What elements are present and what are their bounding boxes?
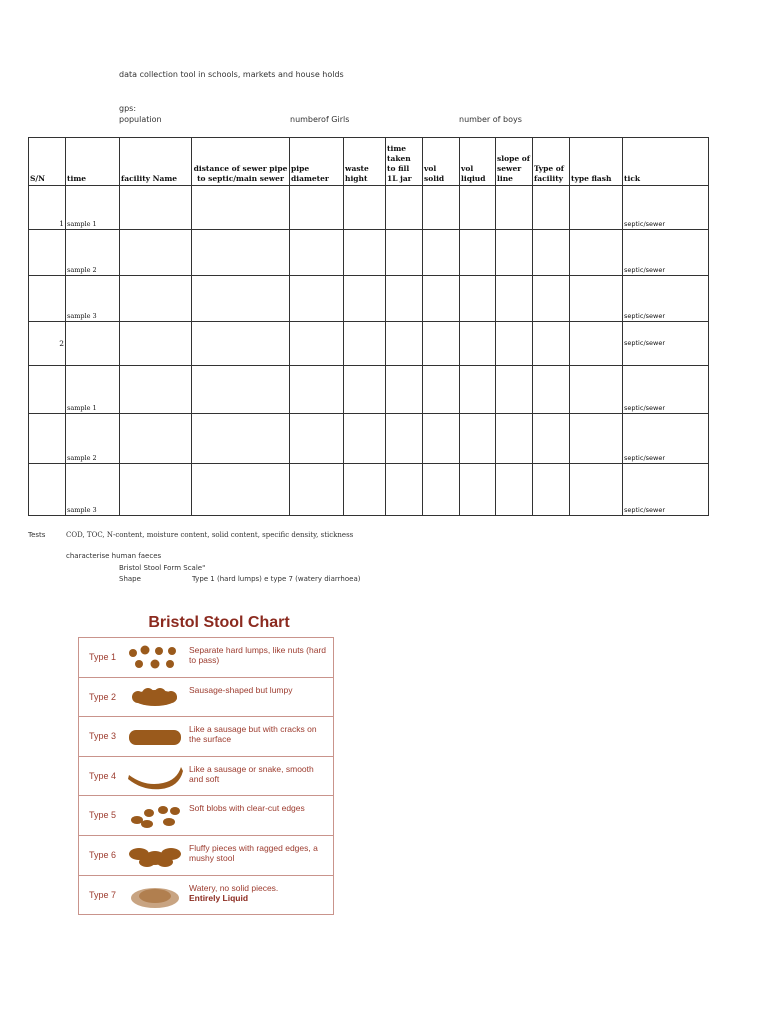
cell-empty	[120, 230, 192, 276]
chart-description-text: Sausage-shaped but lumpy	[189, 684, 293, 695]
bristol-scale-label: Bristol Stool Form Scale"	[119, 564, 206, 572]
tests-label: Tests	[28, 531, 46, 539]
cell-tick: septic/sewer	[623, 322, 709, 366]
cell-empty	[460, 186, 496, 230]
cell-tick: septic/sewer	[623, 186, 709, 230]
col-header-time: time	[66, 138, 120, 186]
chart-description	[189, 724, 329, 744]
col-header-vol-liquid: vol liqiud	[460, 138, 496, 186]
cell-empty	[290, 464, 344, 516]
cell-empty	[496, 464, 533, 516]
table-row	[29, 276, 709, 322]
gps-label: gps:	[119, 104, 137, 113]
cell-tick: septic/sewer	[623, 230, 709, 276]
cell-empty	[386, 230, 423, 276]
cell-empty	[533, 322, 570, 366]
chart-row	[79, 638, 333, 677]
cell-empty	[120, 276, 192, 322]
chart-description	[189, 843, 329, 863]
col-header-tick: tick	[623, 138, 709, 186]
chart-description-text: Separate hard lumps, like nuts (hard to pass)	[189, 645, 327, 665]
cell-tick: septic/sewer	[623, 366, 709, 414]
chart-description	[189, 685, 329, 695]
cell-empty	[344, 322, 386, 366]
col-header-type-flash: type flash	[570, 138, 623, 186]
table-row	[29, 186, 709, 230]
soft-blobs-icon	[125, 800, 185, 830]
chart-row	[79, 716, 333, 756]
chart-description-text: Like a sausage but with cracks on the surface	[189, 724, 317, 745]
chart-description	[189, 764, 329, 784]
cell-empty	[533, 230, 570, 276]
cell-empty	[386, 322, 423, 366]
cell-sn	[29, 230, 66, 276]
cell-time: sample 3	[66, 276, 120, 322]
cell-empty	[570, 276, 623, 322]
cell-empty	[344, 186, 386, 230]
chart-description-bold: Entirely Liquid	[189, 892, 249, 903]
cell-time: sample 1	[66, 366, 120, 414]
cell-empty	[192, 366, 290, 414]
cell-empty	[192, 230, 290, 276]
chart-type-label: Type 6	[89, 849, 117, 860]
hard-lumps-icon	[125, 642, 185, 672]
boys-label: number of boys	[459, 115, 522, 124]
cell-empty	[120, 322, 192, 366]
cell-empty	[533, 366, 570, 414]
cell-empty	[496, 186, 533, 230]
cell-empty	[120, 464, 192, 516]
table-header-row	[29, 138, 709, 186]
cracked-sausage-icon	[125, 721, 185, 751]
col-header-pipe-diameter: pipe diameter	[290, 138, 344, 186]
cell-empty	[423, 322, 460, 366]
cell-empty	[570, 230, 623, 276]
cell-empty	[460, 414, 496, 464]
cell-empty	[460, 464, 496, 516]
cell-empty	[344, 414, 386, 464]
cell-empty	[570, 464, 623, 516]
tests-value: COD, TOC, N-content, moisture content, solid content, specific density, stickness	[66, 531, 354, 539]
table-row	[29, 322, 709, 366]
cell-empty	[533, 186, 570, 230]
cell-empty	[423, 464, 460, 516]
chart-row	[79, 756, 333, 796]
cell-sn: 2	[29, 322, 66, 366]
cell-empty	[533, 464, 570, 516]
cell-time: sample 3	[66, 464, 120, 516]
cell-empty	[570, 366, 623, 414]
cell-empty	[423, 276, 460, 322]
cell-empty	[290, 276, 344, 322]
table-row	[29, 414, 709, 464]
cell-empty	[423, 366, 460, 414]
cell-sn	[29, 464, 66, 516]
col-header-waste-height: waste hight	[344, 138, 386, 186]
cell-empty	[570, 414, 623, 464]
cell-empty	[120, 366, 192, 414]
cell-sn	[29, 366, 66, 414]
chart-type-label: Type 4	[89, 770, 117, 781]
chart-type-label: Type 7	[89, 889, 117, 900]
cell-sn	[29, 414, 66, 464]
cell-empty	[290, 230, 344, 276]
col-header-facility-name: facility Name	[120, 138, 192, 186]
cell-sn	[29, 276, 66, 322]
fluffy-pieces-icon	[125, 840, 185, 870]
document-title: data collection tool in schools, markets and house holds	[119, 70, 344, 79]
cell-empty	[496, 414, 533, 464]
cell-empty	[386, 186, 423, 230]
shape-value: Type 1 (hard lumps) e type 7 (watery diarrhoea)	[192, 575, 361, 583]
cell-empty	[570, 322, 623, 366]
data-collection-table	[28, 137, 709, 516]
cell-empty	[423, 186, 460, 230]
cell-empty	[192, 414, 290, 464]
chart-description	[189, 803, 329, 813]
cell-time: sample 2	[66, 230, 120, 276]
cell-empty	[386, 276, 423, 322]
chart-type-label: Type 1	[89, 652, 117, 662]
cell-empty	[192, 186, 290, 230]
col-header-sn: S/N	[29, 138, 66, 186]
col-header-distance: distance of sewer pipe to septic/main sewer	[192, 138, 290, 186]
cell-empty	[386, 464, 423, 516]
cell-empty	[120, 414, 192, 464]
population-label: population	[119, 115, 162, 124]
cell-tick: septic/sewer	[623, 414, 709, 464]
col-header-slope: slope of sewer line	[496, 138, 533, 186]
watery-liquid-icon	[125, 880, 185, 910]
chart-description-text: Soft blobs with clear-cut edges	[189, 803, 305, 814]
cell-time: sample 1	[66, 186, 120, 230]
table-row	[29, 230, 709, 276]
cell-empty	[344, 464, 386, 516]
chart-description-text: Fluffy pieces with ragged edges, a mushy stool	[189, 842, 318, 863]
cell-empty	[120, 186, 192, 230]
cell-empty	[344, 276, 386, 322]
shape-label: Shape	[119, 575, 141, 583]
col-header-facility-type: Type of facility	[533, 138, 570, 186]
cell-time	[66, 322, 120, 366]
chart-body	[78, 637, 334, 915]
chart-type-label: Type 5	[89, 810, 117, 821]
chart-row	[79, 875, 333, 915]
chart-type-label: Type 3	[89, 731, 117, 742]
cell-sn: 1	[29, 186, 66, 230]
chart-description-text: Like a sausage or snake, smooth and soft	[189, 763, 314, 784]
cell-empty	[423, 414, 460, 464]
cell-empty	[533, 414, 570, 464]
chart-title: Bristol Stool Chart	[148, 614, 290, 631]
cell-empty	[460, 322, 496, 366]
chart-row	[79, 835, 333, 875]
cell-empty	[496, 366, 533, 414]
cell-empty	[423, 230, 460, 276]
cell-empty	[533, 276, 570, 322]
cell-empty	[344, 230, 386, 276]
cell-empty	[460, 276, 496, 322]
lumpy-sausage-icon	[125, 682, 185, 712]
chart-description	[189, 883, 329, 903]
cell-empty	[192, 276, 290, 322]
col-header-vol-solid: vol solid	[423, 138, 460, 186]
cell-empty	[570, 186, 623, 230]
cell-empty	[290, 366, 344, 414]
chart-row	[79, 795, 333, 835]
chart-description-text: Watery, no solid pieces.	[189, 882, 279, 893]
bristol-stool-chart	[78, 612, 334, 918]
cell-tick: septic/sewer	[623, 276, 709, 322]
cell-empty	[460, 366, 496, 414]
girls-label: numberof Girls	[290, 115, 350, 124]
cell-tick: septic/sewer	[623, 464, 709, 516]
chart-description	[189, 645, 329, 665]
cell-empty	[386, 414, 423, 464]
chart-row	[79, 677, 333, 717]
cell-empty	[290, 186, 344, 230]
col-header-time-fill: time taken to fill 1L jar	[386, 138, 423, 186]
chart-type-label: Type 2	[89, 691, 117, 702]
characterise-label: characterise human faeces	[66, 552, 162, 560]
cell-empty	[496, 276, 533, 322]
cell-empty	[496, 322, 533, 366]
cell-empty	[290, 322, 344, 366]
cell-empty	[496, 230, 533, 276]
cell-empty	[192, 322, 290, 366]
table-row	[29, 366, 709, 414]
table-row	[29, 464, 709, 516]
smooth-snake-icon	[125, 761, 185, 791]
cell-empty	[460, 230, 496, 276]
cell-time: sample 2	[66, 414, 120, 464]
cell-empty	[386, 366, 423, 414]
cell-empty	[290, 414, 344, 464]
cell-empty	[344, 366, 386, 414]
cell-empty	[192, 464, 290, 516]
